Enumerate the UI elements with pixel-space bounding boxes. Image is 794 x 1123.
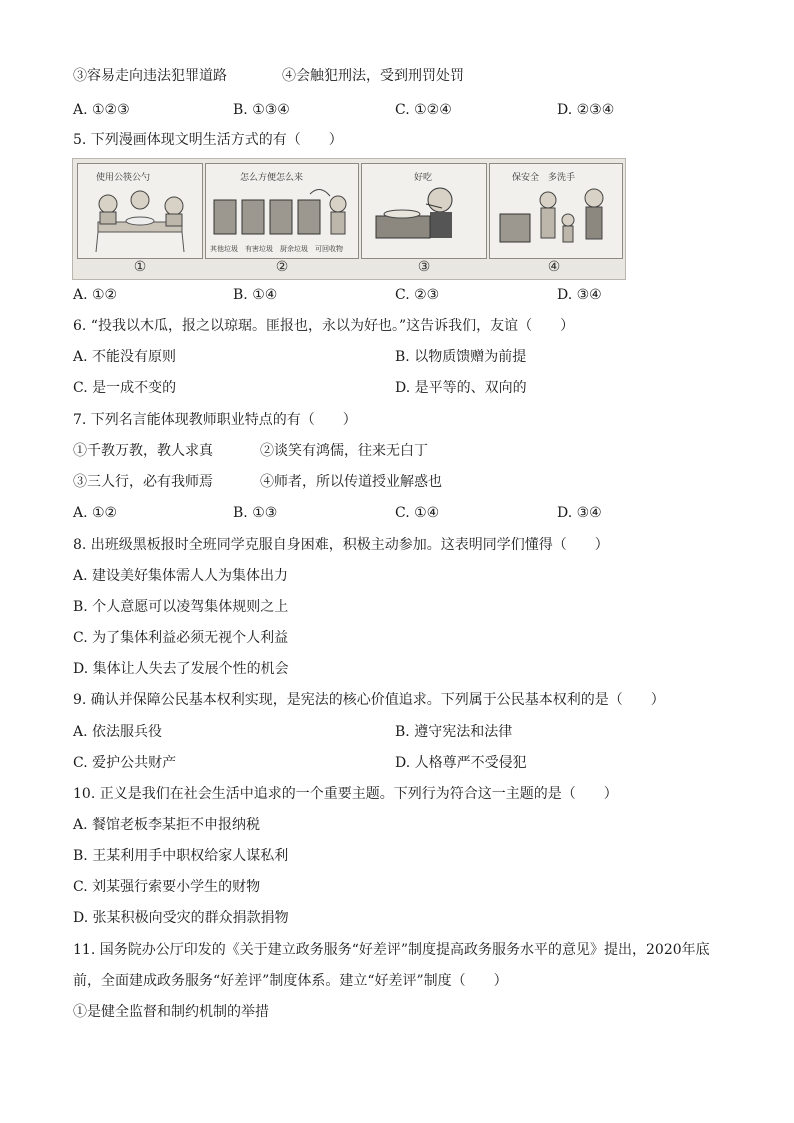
comic-panel-1: [77, 163, 203, 259]
comic-panel-3: [361, 163, 487, 259]
comic-strip: [72, 158, 626, 280]
comic-caption-4: 保安全 多洗手: [512, 173, 576, 183]
q4-options-3: C. ①②④: [395, 102, 452, 118]
q4-options-1: A. ①②③: [73, 102, 130, 118]
comic-panel-2: [205, 163, 359, 259]
q5-options-1: A. ①②: [73, 287, 118, 303]
q11-stem-2: 前，全面建成政务服务“好差评”制度体系。建立“好差评”制度（ ）: [73, 973, 508, 989]
q8-b: B. 个人意愿可以凌驾集体规则之上: [73, 599, 289, 615]
q9-options-ab-1: A. 依法服兵役: [73, 724, 163, 740]
comic-caption-3: 好吃: [414, 173, 433, 183]
q5-options-4: D. ③④: [557, 287, 602, 303]
q7-items-34-2: ④师者，所以传道授业解惑也: [260, 474, 442, 490]
comic-caption-1: 使用公筷公勺: [96, 173, 151, 183]
comic-number-4: ④: [547, 259, 561, 275]
q8-stem: 8. 出班级黑板报时全班同学克服自身困难，积极主动参加。这表明同学们懂得（ ）: [73, 537, 609, 553]
q10-d: D. 张某积极向受灾的群众捐款捐物: [73, 910, 289, 926]
q4-options-2: B. ①③④: [233, 102, 290, 118]
q10-b: B. 王某利用手中职权给家人谋私利: [73, 848, 289, 864]
q7-options-2: B. ①③: [233, 505, 278, 521]
q11-stem-1: 11. 国务院办公厅印发的《关于建立政务服务“好差评”制度提高政务服务水平的意见》提出，2020年底: [73, 942, 710, 958]
q8-c: C. 为了集体利益必须无视个人利益: [73, 630, 289, 646]
q10-c: C. 刘某强行索要小学生的财物: [73, 879, 261, 895]
q7-stem: 7. 下列名言能体现教师职业特点的有（ ）: [73, 412, 357, 428]
q6-options-cd-1: C. 是一成不变的: [73, 380, 177, 396]
comic-number-1: ①: [133, 259, 147, 275]
trash-bin-labels: 其他垃圾 有害垃圾 厨余垃圾 可回收物: [210, 245, 343, 253]
q7-items-12-1: ①千教万教，教人求真: [73, 443, 213, 459]
comic-number-2: ②: [275, 259, 289, 275]
q9-options-cd-2: D. 人格尊严不受侵犯: [395, 755, 527, 771]
q4-line-items-34-2: ④会触犯刑法，受到刑罚处罚: [282, 68, 464, 84]
q6-stem: 6. “投我以木瓜，报之以琼琚。匪报也，永以为好也。”这告诉我们，友谊（ ）: [73, 318, 575, 334]
q7-items-34-1: ③三人行，必有我师焉: [73, 474, 213, 490]
comic-caption-2: 怎么方便怎么来: [240, 173, 304, 183]
q7-options-3: C. ①④: [395, 505, 440, 521]
q7-options-4: D. ③④: [557, 505, 602, 521]
q6-options-cd-2: D. 是平等的、双向的: [395, 380, 527, 396]
q4-options-4: D. ②③④: [557, 102, 615, 118]
q4-line-items-34-1: ③容易走向违法犯罪道路: [73, 68, 227, 84]
q9-stem: 9. 确认并保障公民基本权利实现，是宪法的核心价值追求。下列属于公民基本权利的是（ ）: [73, 692, 665, 708]
q7-items-12-2: ②谈笑有鸿儒，往来无白丁: [260, 443, 428, 459]
q8-d: D. 集体让人失去了发展个性的机会: [73, 661, 289, 677]
q10-a: A. 餐馆老板李某拒不申报纳税: [73, 817, 261, 833]
q5-options-2: B. ①④: [233, 287, 278, 303]
comic-panel-4: [489, 163, 623, 259]
q6-options-ab-2: B. 以物质馈赠为前提: [395, 349, 527, 365]
q10-stem: 10. 正义是我们在社会生活中追求的一个重要主题。下列行为符合这一主题的是（ ）: [73, 786, 618, 802]
q8-a: A. 建设美好集体需人人为集体出力: [73, 568, 289, 584]
q11-item-1: ①是健全监督和制约机制的举措: [73, 1004, 269, 1020]
q5-stem: 5. 下列漫画体现文明生活方式的有（ ）: [73, 132, 343, 148]
comic-number-3: ③: [417, 259, 431, 275]
q5-options-3: C. ②③: [395, 287, 440, 303]
q6-options-ab-1: A. 不能没有原则: [73, 349, 177, 365]
q9-options-cd-1: C. 爱护公共财产: [73, 755, 177, 771]
q9-options-ab-2: B. 遵守宪法和法律: [395, 724, 513, 740]
q7-options-1: A. ①②: [73, 505, 118, 521]
